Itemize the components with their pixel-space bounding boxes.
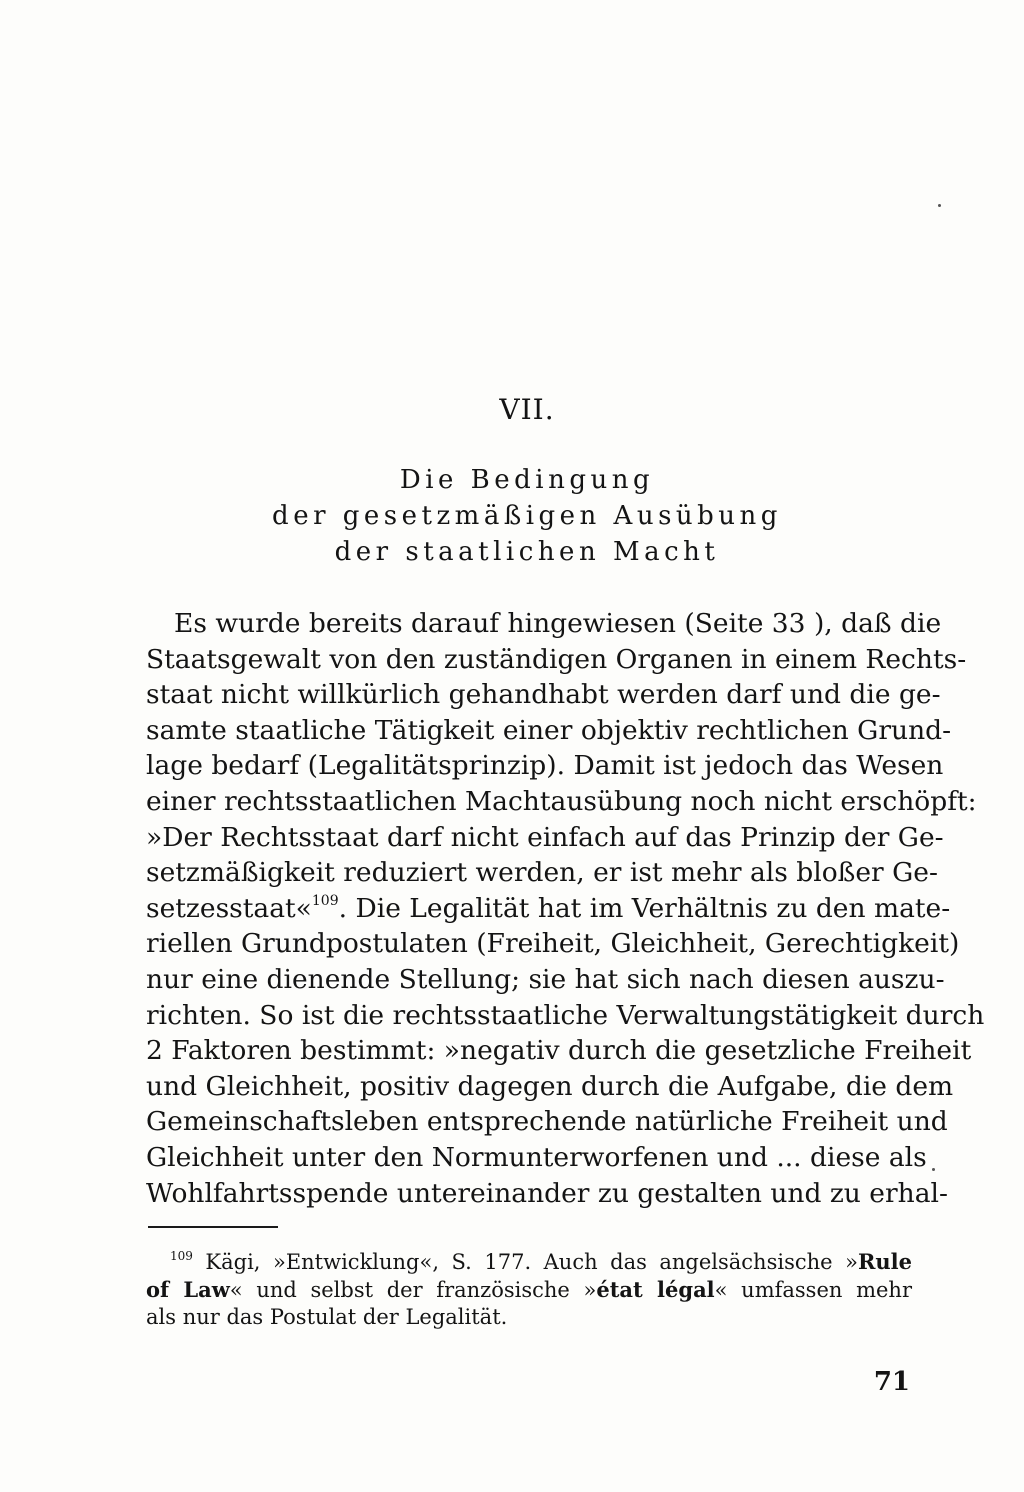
footnote	[146, 1248, 912, 1331]
chapter-title	[0, 462, 1024, 570]
text-fragment: setzesstaat«	[146, 892, 312, 924]
text-line: richten. So ist die rechtsstaatliche Verwaltungstätigkeit durch	[146, 999, 985, 1031]
text-line: Staatsgewalt von den zuständigen Organen in einem Rechts-	[146, 643, 967, 675]
chapter-title-line: Die Bedingung	[399, 465, 655, 495]
footnote-reference: 109	[311, 892, 339, 909]
footnote-text: Kägi, »Entwicklung«, S. 177. Auch das angelsächsische »	[205, 1250, 858, 1274]
body-paragraph	[146, 606, 985, 1211]
footnote-divider	[148, 1226, 278, 1228]
text-line: 2 Faktoren bestimmt: »negativ durch die gesetzliche Freiheit	[146, 1035, 972, 1067]
footnote-emphasis: état légal	[596, 1277, 715, 1302]
text-line: riellen Grundpostulaten (Freiheit, Gleichheit, Gerechtigkeit)	[146, 928, 960, 960]
footnote-marker: 109	[170, 1249, 193, 1263]
footnote-text: « und selbst der französische »	[229, 1278, 597, 1302]
text-line: lage bedarf (Legalitätsprinzip). Damit ist jedoch das Wesen	[146, 750, 944, 782]
chapter-title-line: der gesetzmäßigen Ausübung	[272, 501, 782, 531]
text-line: »Der Rechtsstaat darf nicht einfach auf das Prinzip der Ge-	[146, 821, 944, 853]
footnote-line	[146, 1276, 912, 1304]
chapter-number: VII.	[499, 393, 555, 426]
footnote-emphasis: of Law	[146, 1277, 230, 1302]
footnote-text: « umfassen mehr	[714, 1278, 912, 1302]
text-line: und Gleichheit, positiv dagegen durch die Aufgabe, die dem	[146, 1070, 954, 1102]
text-line: setzmäßigkeit reduziert werden, er ist mehr als bloßer Ge-	[146, 857, 938, 889]
paper-speck	[938, 204, 941, 207]
page-number: 71	[873, 1367, 910, 1397]
text-line	[146, 891, 951, 927]
footnote-emphasis: Rule	[857, 1249, 912, 1274]
text-line: nur eine dienende Stellung; sie hat sich nach diesen auszu-	[146, 963, 945, 995]
chapter-title-line: der staatlichen Macht	[334, 537, 720, 567]
text-line: samte staatliche Tätigkeit einer objektiv rechtlichen Grund-	[146, 714, 952, 746]
text-line: Wohlfahrtsspende untereinander zu gestalten und zu erhal-	[146, 1177, 948, 1209]
text-line: Es wurde bereits darauf hingewiesen (Seite 33 ), daß die	[174, 608, 942, 639]
text-fragment: . Die Legalität hat im Verhältnis zu den mate-	[338, 892, 951, 924]
text-line: staat nicht willkürlich gehandhabt werden darf und die ge-	[146, 679, 941, 711]
text-line: Gleichheit unter den Normunterworfenen und ... diese als	[146, 1141, 927, 1173]
footnote-line	[146, 1248, 912, 1276]
text-line: einer rechtsstaatlichen Machtausübung noch nicht erschöpft:	[146, 785, 977, 817]
paper-speck	[932, 1168, 935, 1171]
text-line: Gemeinschaftsleben entsprechende natürliche Freiheit und	[146, 1106, 948, 1138]
footnote-line: als nur das Postulat der Legalität.	[146, 1305, 508, 1329]
